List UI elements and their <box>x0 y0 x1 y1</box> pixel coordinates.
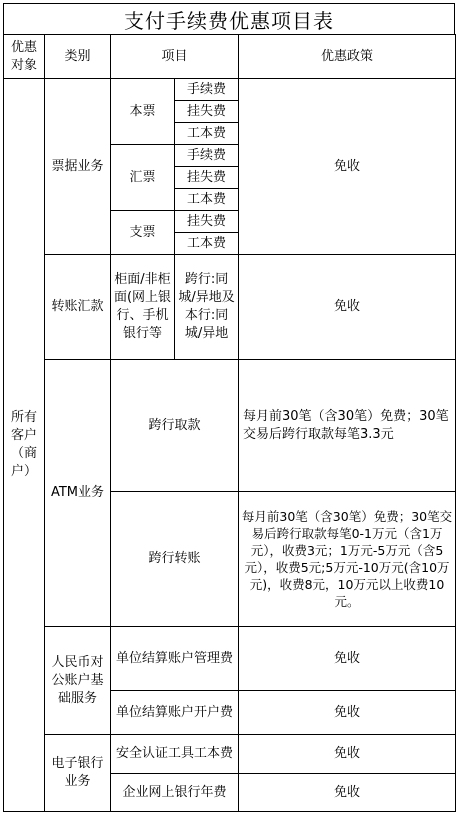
item-security-tool-fee: 安全认证工具工本费 <box>111 735 239 774</box>
policy-bill: 免收 <box>239 79 456 255</box>
category-atm: ATM业务 <box>45 360 111 627</box>
item-check-cost-fee: 工本费 <box>175 233 239 255</box>
header-item: 项目 <box>111 35 239 79</box>
policy-account-opening-fee: 免收 <box>239 691 456 735</box>
policy-security-tool-fee: 免收 <box>239 735 456 774</box>
item-promissory-loss-fee: 挂失费 <box>175 101 239 123</box>
category-transfer: 转账汇款 <box>45 255 111 360</box>
item-account-opening-fee: 单位结算账户开户费 <box>111 691 239 735</box>
header-category: 类别 <box>45 35 111 79</box>
policy-atm-withdraw: 每月前30笔（含30笔）免费；30笔交易后跨行取款每笔3.3元 <box>239 360 456 492</box>
table-header-row <box>4 35 456 79</box>
item-atm-withdraw: 跨行取款 <box>111 360 239 492</box>
item-draft-loss-fee: 挂失费 <box>175 167 239 189</box>
item-check: 支票 <box>111 211 175 255</box>
item-account-management-fee: 单位结算账户管理费 <box>111 627 239 691</box>
table-row <box>4 79 456 101</box>
item-promissory-fee: 手续费 <box>175 79 239 101</box>
item-corporate-ebank-annual-fee: 企业网上银行年费 <box>111 774 239 812</box>
item-promissory-cost-fee: 工本费 <box>175 123 239 145</box>
page-title: 支付手续费优惠项目表 <box>3 3 455 35</box>
table-row <box>4 735 456 774</box>
policy-account-management-fee: 免收 <box>239 627 456 691</box>
policy-corporate-ebank-annual-fee: 免收 <box>239 774 456 812</box>
target-cell: 所有客户（商户） <box>4 79 45 812</box>
policy-transfer: 免收 <box>239 255 456 360</box>
item-transfer-channel: 柜面/非柜面(网上银行、手机银行等 <box>111 255 175 360</box>
category-ebank: 电子银行业务 <box>45 735 111 812</box>
item-promissory-note: 本票 <box>111 79 175 145</box>
item-transfer-scope: 跨行:同城/异地及本行:同城/异地 <box>175 255 239 360</box>
category-rmb-account: 人民币对公账户基础服务 <box>45 627 111 735</box>
item-draft-cost-fee: 工本费 <box>175 189 239 211</box>
table-row <box>4 627 456 691</box>
header-policy: 优惠政策 <box>239 35 456 79</box>
policy-atm-transfer: 每月前30笔（含30笔）免费；30笔交易后跨行取款每笔0-1万元（含1万元），收费3元；1万元-5万元（含5元），收费5元;5万元-10万元(含10万元)，收费8元，10万元以上收费10元。 <box>239 492 456 627</box>
item-draft: 汇票 <box>111 145 175 211</box>
fee-table <box>3 34 456 812</box>
category-bill: 票据业务 <box>45 79 111 255</box>
item-check-loss-fee: 挂失费 <box>175 211 239 233</box>
item-draft-fee: 手续费 <box>175 145 239 167</box>
table-row <box>4 255 456 360</box>
item-atm-transfer: 跨行转账 <box>111 492 239 627</box>
header-target: 优惠对象 <box>4 35 45 79</box>
table-row <box>4 360 456 492</box>
